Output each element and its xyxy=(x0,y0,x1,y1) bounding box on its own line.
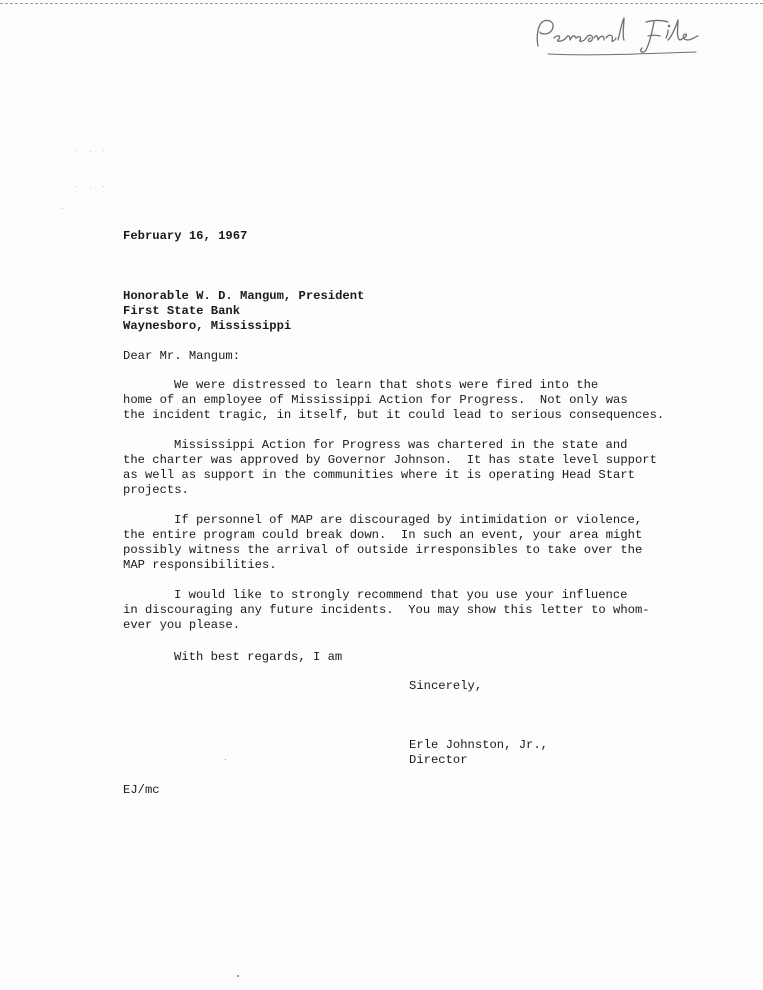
signer-name: Erle Johnston, Jr., xyxy=(409,738,548,752)
paragraph-3-line-3: possibly witness the arrival of outside irresponsibles to take over the xyxy=(123,543,643,557)
scan-speck xyxy=(75,186,76,187)
paragraph-4-line-1: I would like to strongly recommend that you use your influence xyxy=(174,588,628,602)
letter-date: February 16, 1967 xyxy=(123,229,248,243)
scan-speck xyxy=(237,975,239,977)
paragraph-3-line-2: the entire program could break down. In such an event, your area might xyxy=(123,528,643,542)
paragraph-2-line-4: projects. xyxy=(123,483,189,497)
salutation: Dear Mr. Mangum: xyxy=(123,349,241,363)
recipient-line-3: Waynesboro, Mississippi xyxy=(123,319,292,333)
paragraph-2-line-1: Mississippi Action for Progress was chartered in the state and xyxy=(174,438,628,452)
recipient-line-1: Honorable W. D. Mangum, President xyxy=(123,289,365,303)
complimentary-close: Sincerely, xyxy=(409,679,483,693)
scan-speck xyxy=(90,151,91,152)
paragraph-4-line-2: in discouraging any future incidents. You may show this letter to whom- xyxy=(123,603,650,617)
signer-title: Director xyxy=(409,753,468,767)
paragraph-3-line-4: MAP responsibilities. xyxy=(123,558,277,572)
paragraph-4-line-3: ever you please. xyxy=(123,618,241,632)
top-dashed-rule xyxy=(0,3,763,4)
recipient-line-2: First State Bank xyxy=(123,304,241,318)
scan-speck xyxy=(225,759,226,760)
paragraph-2-line-2: the charter was approved by Governor Johnson. It has state level support xyxy=(123,453,657,467)
scan-speck xyxy=(75,150,76,151)
reference-initials: EJ/mc xyxy=(123,783,160,797)
scan-speck xyxy=(90,187,91,188)
paragraph-1-line-2: home of an employee of Mississippi Action for Progress. Not only was xyxy=(123,393,628,407)
scan-speck xyxy=(103,150,104,151)
paragraph-3-line-1: If personnel of MAP are discouraged by intimidation or violence, xyxy=(174,513,643,527)
handwritten-annotation xyxy=(528,8,728,63)
handwritten-annotation-drawing xyxy=(528,8,728,63)
scan-speck xyxy=(62,208,63,209)
closing-line: With best regards, I am xyxy=(174,650,343,664)
paragraph-2-line-3: as well as support in the communities where it is operating Head Start xyxy=(123,468,635,482)
paragraph-1-line-1: We were distressed to learn that shots were fired into the xyxy=(174,378,599,392)
scan-speck xyxy=(103,186,104,187)
paragraph-1-line-3: the incident tragic, in itself, but it could lead to serious consequences. xyxy=(123,408,665,422)
